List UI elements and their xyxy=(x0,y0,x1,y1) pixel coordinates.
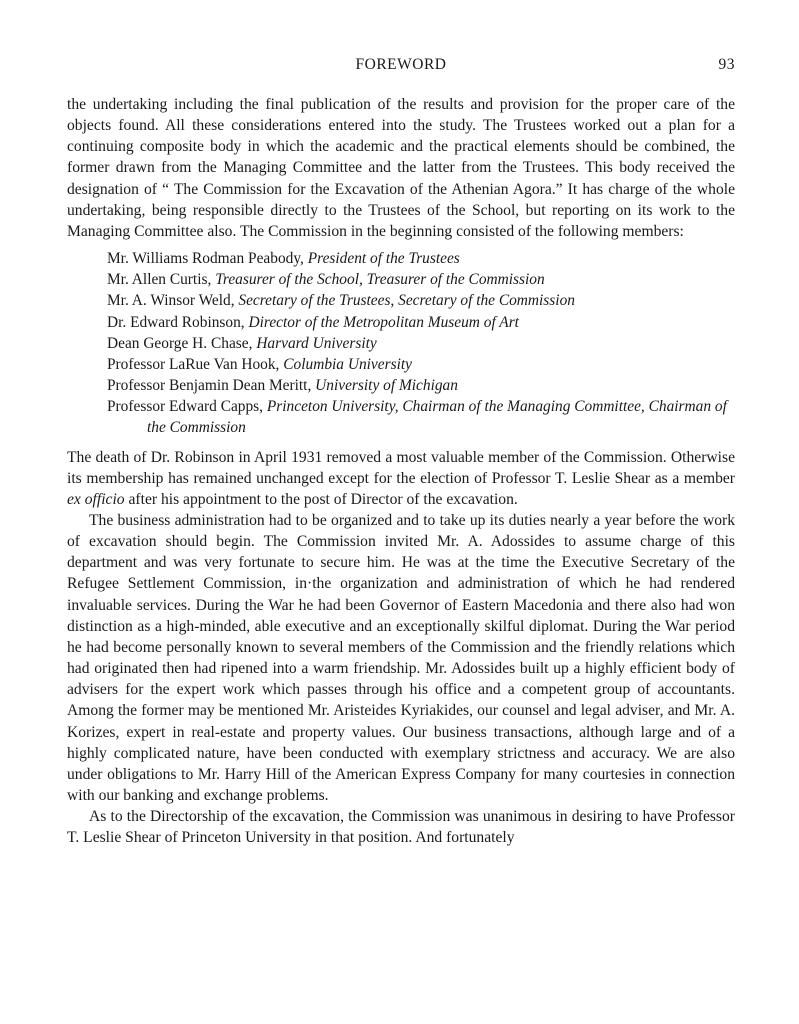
commission-members-list xyxy=(67,248,735,438)
document-page xyxy=(67,56,735,848)
member-role: Treasurer of the School, Treasurer of the Commission xyxy=(215,271,545,289)
member-role: Princeton University, Chairman of the Managing Committee, Chairman of the Commission xyxy=(147,398,727,437)
member-item xyxy=(107,290,735,311)
member-item xyxy=(107,269,735,290)
member-role: Columbia University xyxy=(283,355,412,373)
running-header xyxy=(67,56,735,80)
member-name: Dr. Edward Robinson, xyxy=(107,313,245,331)
paragraph-commission-plan: the undertaking including the final publication of the results and provision for the proper care of the objects found. All these considerations entered into the study. The Trustees worked out a plan for a continuing composite body in which the academic and the practical elements should be combined, the former drawn from the Managing Committee and the latter from the Trustees. This body received the designation of “ The Commission for the Excavation of the Athenian Agora.” It has charge of the whole undertaking, being responsible directly to the Trustees of the School, but reporting on its work to the Managing Committee also. The Commission in the beginning consisted of the following members: xyxy=(67,96,735,240)
ex-officio-term: ex officio xyxy=(67,490,125,508)
member-item xyxy=(107,354,735,375)
paragraph-robinson-death xyxy=(67,447,735,510)
paragraph-text: after his appointment to the post of Director of the excavation. xyxy=(128,490,518,508)
member-item xyxy=(107,248,735,269)
paragraph-business-administration: The business administration had to be organized and to take up its duties nearly a year before the work of excavation should begin. The Commission invited Mr. A. Adossides to assume charge of this department and was very fortunate to secure him. He was at the time the Executive Secretary of the Refugee Settlement Commission, in·the organization and administration of which he had rendered invaluable services. During the War he had been Governor of Eastern Macedonia and there also had won distinction as a high-minded, able executive and an exceptionally skilful diplomat. During the War period he had become personally known to several members of the Commission and the friendly relations which had originated then had ripened into a warm friendship. Mr. Adossides built up a highly efficient body of advisers for the expert work which passes through his office and a competent group of accountants. Among the former may be mentioned Mr. Aristeides Kyriakides, our counsel and legal adviser, and Mr. A. Korizes, expert in real-estate and property values. Our business transactions, although large and of a highly complicated nature, have been conducted with exemplary strictness and accuracy. We are also under obligations to Mr. Harry Hill of the American Express Company for many courtesies in connection with our banking and exchange problems. xyxy=(67,511,735,804)
member-item xyxy=(107,375,735,396)
paragraph-text: The death of Dr. Robinson in April 1931 removed a most valuable member of the Commission. Otherwise its membership has remained unchanged except for the election of Professor T. Leslie Shear as a member xyxy=(67,448,735,487)
member-name: Mr. Williams Rodman Peabody, xyxy=(107,250,304,268)
running-head-title: FOREWORD xyxy=(355,56,447,73)
member-role: Secretary of the Trustees, Secretary of the Commission xyxy=(238,292,575,310)
member-name: Professor Benjamin Dean Meritt, xyxy=(107,377,312,395)
member-name: Mr. A. Winsor Weld, xyxy=(107,292,235,310)
member-role: Harvard University xyxy=(256,334,377,352)
member-role: Director of the Metropolitan Museum of Art xyxy=(248,313,519,331)
member-item xyxy=(107,312,735,333)
member-item xyxy=(107,396,735,438)
page-number: 93 xyxy=(718,56,735,73)
member-name: Professor LaRue Van Hook, xyxy=(107,355,280,373)
member-role: President of the Trustees xyxy=(307,250,460,268)
paragraph-directorship: As to the Directorship of the excavation, the Commission was unanimous in desiring to have Professor T. Leslie Shear of Princeton University in that position. And fortunately xyxy=(67,808,735,847)
member-name: Dean George H. Chase, xyxy=(107,334,253,352)
member-name: Mr. Allen Curtis, xyxy=(107,271,212,289)
member-name: Professor Edward Capps, xyxy=(107,398,264,416)
member-item xyxy=(107,333,735,354)
member-role: University of Michigan xyxy=(315,377,458,395)
